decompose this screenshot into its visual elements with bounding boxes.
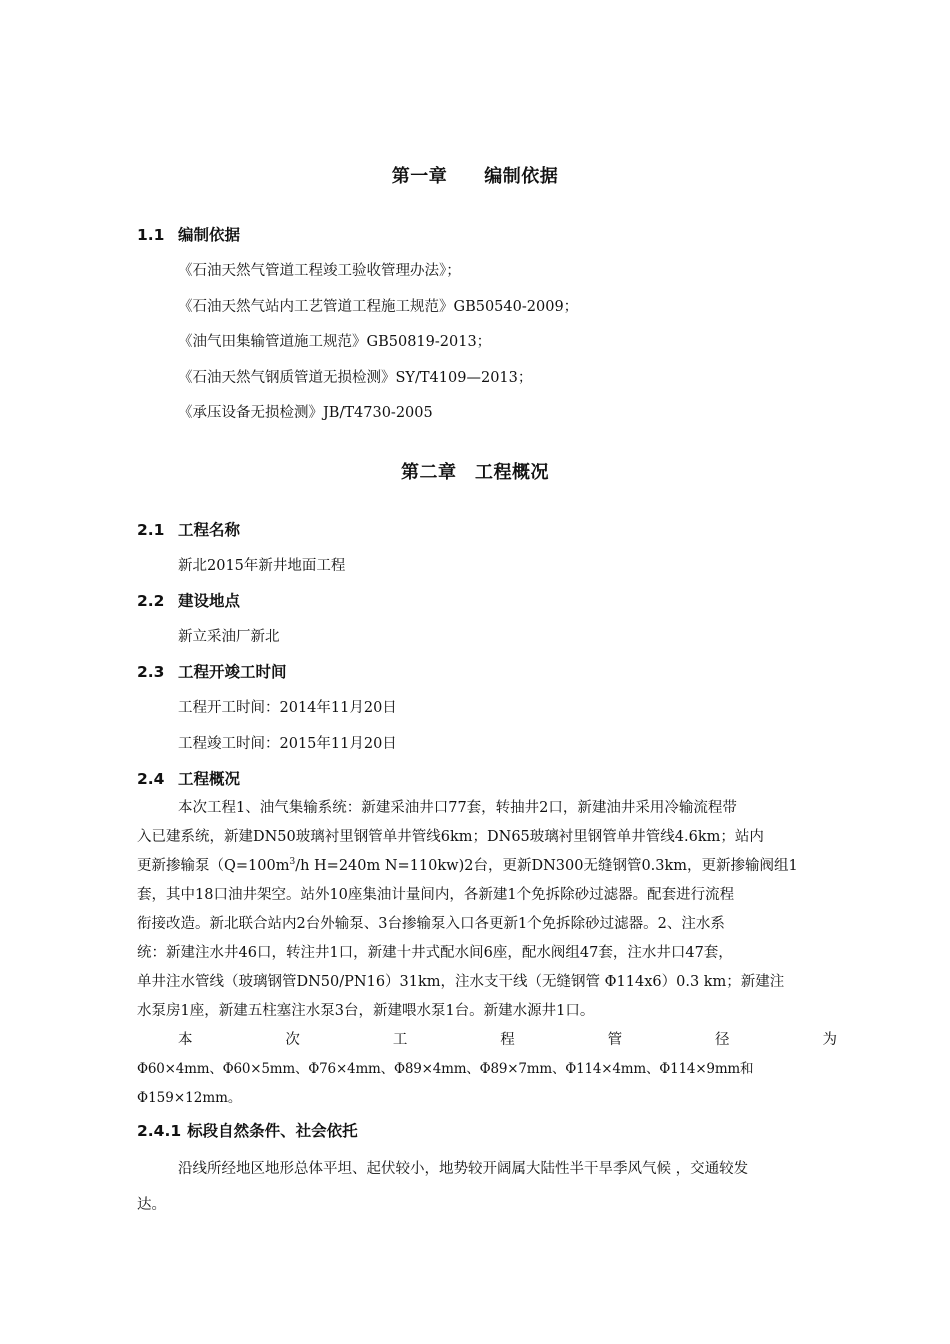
section-number: 2.4 [137, 770, 165, 788]
conditions-line: 沿线所经地区地形总体平坦、起伏较小，地势较开阔属大陆性半干旱季风气候 ，交通较发 [178, 1161, 749, 1177]
section-number: 2.1 [137, 521, 165, 539]
section-2-2-heading [137, 589, 240, 611]
end-date: 工程竣工时间：2015年11月20日 [178, 736, 397, 752]
word: 次 [285, 1032, 300, 1048]
word: 工 [392, 1032, 408, 1048]
pipe-diameter-intro [137, 1026, 837, 1055]
section-number: 2.2 [137, 592, 165, 610]
word: 程 [500, 1032, 515, 1048]
section-2-4-1-heading [137, 1119, 358, 1141]
section-title: 工程名称 [178, 521, 241, 539]
reference-item: 《承压设备无损检测》JB/T4730-2005 [178, 405, 433, 421]
overview-line: 套，其中18口油井架空。站外10座集油计量间内，各新建1个免拆除砂过滤器。配套进行流程 [137, 887, 735, 903]
overview-line: 单井注水管线（玻璃钢管DN50/PN16）31km，注水支干线（无缝钢管 Φ114x6）0.3 km；新建注 [137, 974, 785, 990]
overview-line: 衔接改造。新北联合站内2台外输泵、3台掺输泵入口各更新1个免拆除砂过滤器。2、注水系 [137, 916, 725, 932]
section-2-3-heading [137, 660, 287, 682]
section-2-1-heading [137, 518, 240, 540]
overview-line: 统：新建注水井46口，转注井1口，新建十井式配水间6座，配水阀组47套，注水井口47套， [137, 945, 733, 961]
overview-line: 本次工程1、油气集输系统：新建采油井口77套，转抽井2口，新建油井采用冷输流程带 [178, 800, 737, 816]
section-number: 2.3 [137, 663, 165, 681]
section-title: 工程概况 [178, 770, 241, 788]
reference-item: 《油气田集输管道施工规范》GB50819-2013； [178, 334, 492, 350]
overview-line [137, 852, 837, 881]
overview-line: 水泵房1座，新建五柱塞注水泵3台，新建喂水泵1台。新建水源井1口。 [137, 1003, 595, 1019]
superscript: 3 [289, 857, 296, 868]
section-number: 2.4.1 [137, 1122, 182, 1140]
overview-paragraph [137, 794, 837, 1113]
section-title: 建设地点 [178, 592, 241, 610]
project-name: 新北2015年新井地面工程 [178, 558, 346, 574]
pipe-diameter-list-end: Φ159×12mm。 [137, 1090, 242, 1106]
reference-item: 《石油天然气管道工程竣工验收管理办法》； [178, 263, 461, 279]
reference-item: 《石油天然气站内工艺管道工程施工规范》GB50540-2009； [178, 299, 579, 315]
start-date: 工程开工时间：2014年11月20日 [178, 700, 397, 716]
section-title: 工程开竣工时间 [178, 663, 287, 681]
chapter-1-heading: 第一章 编制依据 [391, 166, 559, 187]
section-2-4-heading [137, 767, 240, 789]
word: 径 [715, 1032, 730, 1048]
word: 本 [178, 1032, 193, 1048]
chapter-2-heading: 第二章 工程概况 [401, 462, 549, 483]
overview-text: 更新掺输泵（Q=100m [137, 858, 290, 874]
word: 为 [822, 1032, 837, 1048]
section-1-1-heading [137, 223, 240, 245]
pipe-diameter-list: Φ60×4mm、Φ60×5mm、Φ76×4mm、Φ89×4mm、Φ89×7mm、Φ114×4mm、Φ114×9mm和 [137, 1061, 754, 1077]
section-number: 1.1 [137, 226, 165, 244]
section-title: 编制依据 [178, 226, 241, 244]
section-title: 标段自然条件、社会依托 [187, 1122, 358, 1140]
conditions-line: 达。 [137, 1197, 166, 1213]
word: 管 [607, 1032, 623, 1048]
reference-item: 《石油天然气钢质管道无损检测》SY/T4109—2013； [178, 370, 533, 386]
overview-text: /h H=240m N=110kw)2台，更新DN300无缝钢管0.3km，更新掺输阀组1 [295, 858, 798, 874]
construction-site: 新立采油厂新北 [178, 629, 280, 645]
overview-line: 入已建系统，新建DN50玻璃衬里钢管单井管线6km；DN65玻璃衬里钢管单井管线4.6km；站内 [137, 829, 764, 845]
